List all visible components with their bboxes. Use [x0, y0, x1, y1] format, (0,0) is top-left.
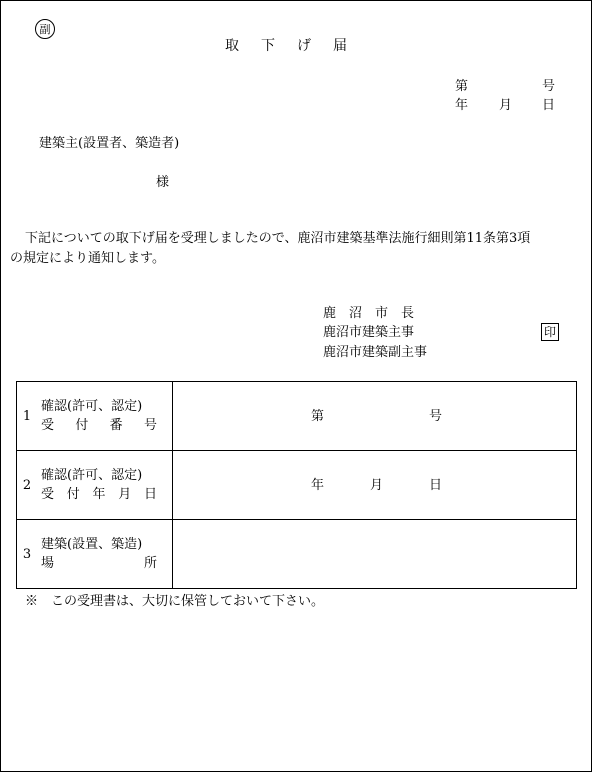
row-number: 1	[17, 382, 38, 451]
body-text-line1: 下記についての取下げ届を受理しましたので、鹿沼市建築基準法施行細則第11条第3項	[25, 231, 531, 246]
location-field[interactable]	[173, 520, 577, 589]
label-char: 日	[143, 487, 157, 502]
doc-number-dai: 第	[455, 79, 469, 94]
row-label-line1: 確認(許可、認定)	[41, 468, 143, 483]
receipt-number-field[interactable]	[173, 382, 577, 451]
label-char: 付	[75, 418, 89, 433]
document-title	[225, 39, 347, 53]
receipt-number-go: 号	[429, 409, 443, 424]
label-char: 所	[143, 556, 157, 571]
title-char: 下	[261, 38, 275, 54]
title-char: げ	[297, 38, 311, 54]
row-label-line2	[41, 554, 157, 573]
copy-stamp: 副	[35, 19, 55, 39]
label-char: 年	[92, 487, 106, 502]
date-day: 日	[542, 98, 556, 113]
table-row	[17, 451, 577, 520]
title-char: 取	[225, 38, 239, 54]
label-char: 号	[143, 418, 157, 433]
row-label-line2	[41, 485, 157, 504]
table-row	[17, 382, 577, 451]
receipt-date-day: 日	[429, 478, 443, 493]
issuer-deputy-official: 鹿沼市建築副主事	[323, 345, 428, 360]
seal-mark: 印	[541, 323, 559, 341]
row-number: 3	[17, 520, 38, 589]
date-month: 月	[499, 98, 513, 113]
label-char: 月	[118, 487, 132, 502]
row-number: 2	[17, 451, 38, 520]
body-text-line2: の規定により通知します。	[10, 251, 165, 266]
details-table	[16, 381, 577, 589]
row-label	[37, 520, 173, 589]
doc-number-go: 号	[542, 79, 556, 94]
receipt-date-year: 年	[311, 478, 325, 493]
title-char: 届	[333, 38, 347, 54]
receipt-number-dai: 第	[311, 409, 325, 424]
date-year: 年	[455, 98, 469, 113]
label-char: 受	[41, 418, 55, 433]
row-label	[37, 382, 173, 451]
label-char: 受	[41, 487, 55, 502]
table-row	[17, 520, 577, 589]
row-label	[37, 451, 173, 520]
receipt-date-month: 月	[370, 478, 384, 493]
receipt-date-field[interactable]	[173, 451, 577, 520]
label-char: 場	[41, 556, 55, 571]
honorific: 様	[156, 175, 170, 190]
row-label-line2	[41, 416, 157, 435]
row-label-line1: 建築(設置、築造)	[41, 537, 143, 552]
issuer-mayor: 鹿 沼 市 長	[323, 306, 415, 321]
footnote: ※ この受理書は、大切に保管しておいて下さい。	[25, 594, 325, 609]
label-char: 番	[109, 418, 123, 433]
row-label-line1: 確認(許可、認定)	[41, 399, 143, 414]
addressee-label: 建築主(設置者、築造者)	[39, 136, 180, 151]
issuer-building-official: 鹿沼市建築主事	[323, 325, 415, 340]
label-char: 付	[66, 487, 80, 502]
